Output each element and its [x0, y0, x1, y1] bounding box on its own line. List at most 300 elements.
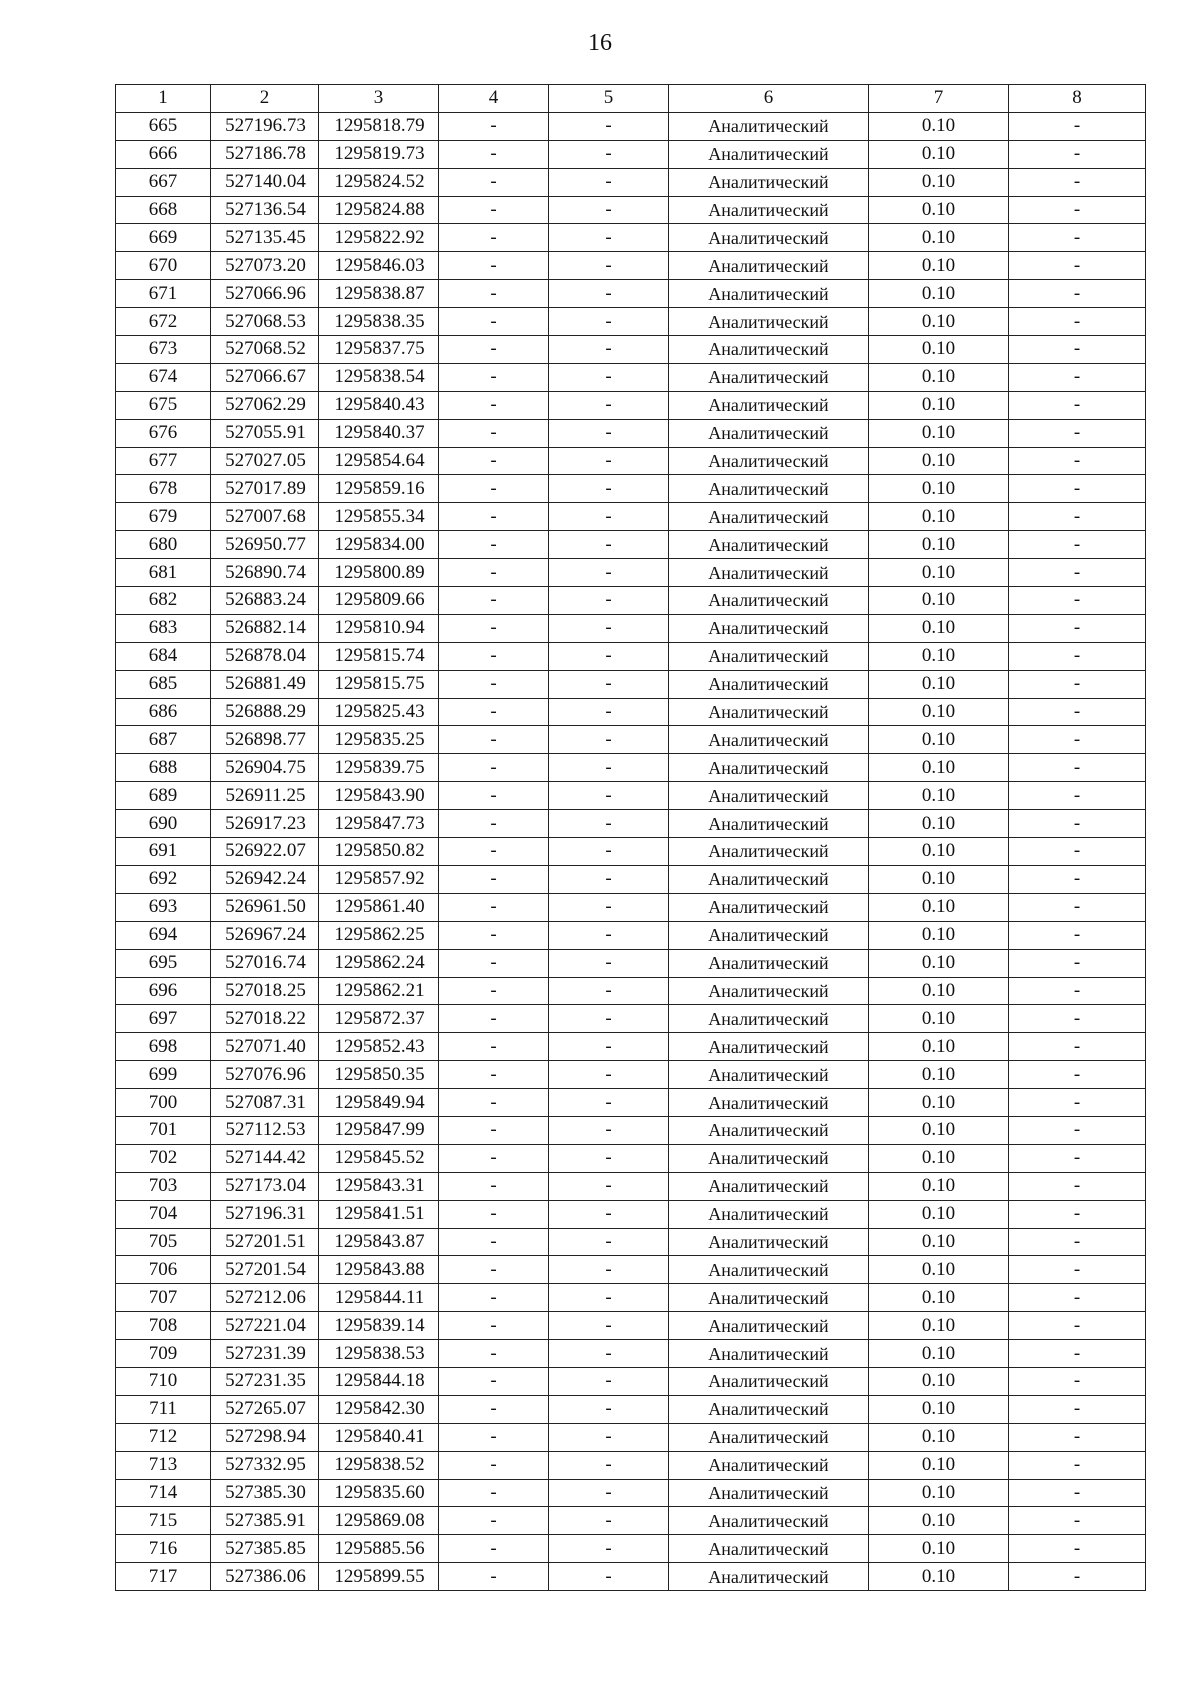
- accuracy-cell: 0.10: [869, 112, 1009, 140]
- x-coordinate-cell: 527112.53: [211, 1116, 319, 1144]
- point-number-cell: 699: [116, 1061, 211, 1089]
- y-coordinate-cell: 1295809.66: [319, 587, 439, 615]
- method-cell: Аналитический: [669, 1507, 869, 1535]
- y-coordinate-cell: 1295859.16: [319, 475, 439, 503]
- column-4-cell: -: [439, 1367, 549, 1395]
- table-row: [116, 1116, 1146, 1144]
- column-4-cell: -: [439, 1312, 549, 1340]
- column-header: 6: [669, 85, 869, 113]
- x-coordinate-cell: 526882.14: [211, 614, 319, 642]
- y-coordinate-cell: 1295840.41: [319, 1423, 439, 1451]
- x-coordinate-cell: 527018.22: [211, 1005, 319, 1033]
- method-cell: Аналитический: [669, 1005, 869, 1033]
- method-cell: Аналитический: [669, 196, 869, 224]
- point-number-cell: 715: [116, 1507, 211, 1535]
- method-cell: Аналитический: [669, 280, 869, 308]
- y-coordinate-cell: 1295861.40: [319, 893, 439, 921]
- y-coordinate-cell: 1295835.25: [319, 726, 439, 754]
- method-cell: Аналитический: [669, 1535, 869, 1563]
- method-cell: Аналитический: [669, 838, 869, 866]
- table-row: [116, 363, 1146, 391]
- accuracy-cell: 0.10: [869, 140, 1009, 168]
- column-4-cell: -: [439, 1200, 549, 1228]
- x-coordinate-cell: 527055.91: [211, 419, 319, 447]
- x-coordinate-cell: 527066.96: [211, 280, 319, 308]
- point-number-cell: 713: [116, 1451, 211, 1479]
- accuracy-cell: 0.10: [869, 1340, 1009, 1368]
- column-5-cell: -: [549, 1507, 669, 1535]
- column-8-cell: -: [1009, 503, 1146, 531]
- method-cell: Аналитический: [669, 614, 869, 642]
- accuracy-cell: 0.10: [869, 838, 1009, 866]
- method-cell: Аналитический: [669, 642, 869, 670]
- table-row: [116, 1535, 1146, 1563]
- column-4-cell: -: [439, 168, 549, 196]
- y-coordinate-cell: 1295842.30: [319, 1395, 439, 1423]
- point-number-cell: 710: [116, 1367, 211, 1395]
- column-header: 5: [549, 85, 669, 113]
- accuracy-cell: 0.10: [869, 893, 1009, 921]
- column-4-cell: -: [439, 1228, 549, 1256]
- method-cell: Аналитический: [669, 252, 869, 280]
- table-row: [116, 1172, 1146, 1200]
- x-coordinate-cell: 527071.40: [211, 1033, 319, 1061]
- accuracy-cell: 0.10: [869, 252, 1009, 280]
- x-coordinate-cell: 526888.29: [211, 698, 319, 726]
- y-coordinate-cell: 1295838.35: [319, 308, 439, 336]
- method-cell: Аналитический: [669, 1312, 869, 1340]
- point-number-cell: 678: [116, 475, 211, 503]
- column-4-cell: -: [439, 112, 549, 140]
- column-8-cell: -: [1009, 726, 1146, 754]
- column-8-cell: -: [1009, 559, 1146, 587]
- column-4-cell: -: [439, 670, 549, 698]
- x-coordinate-cell: 527196.73: [211, 112, 319, 140]
- accuracy-cell: 0.10: [869, 308, 1009, 336]
- table-row: [116, 252, 1146, 280]
- method-cell: Аналитический: [669, 1228, 869, 1256]
- column-5-cell: -: [549, 1256, 669, 1284]
- point-number-cell: 668: [116, 196, 211, 224]
- method-cell: Аналитический: [669, 810, 869, 838]
- method-cell: Аналитический: [669, 308, 869, 336]
- column-4-cell: -: [439, 838, 549, 866]
- accuracy-cell: 0.10: [869, 1144, 1009, 1172]
- accuracy-cell: 0.10: [869, 726, 1009, 754]
- column-5-cell: -: [549, 447, 669, 475]
- column-5-cell: -: [549, 419, 669, 447]
- point-number-cell: 695: [116, 949, 211, 977]
- method-cell: Аналитический: [669, 475, 869, 503]
- method-cell: Аналитический: [669, 503, 869, 531]
- table-row: [116, 475, 1146, 503]
- y-coordinate-cell: 1295854.64: [319, 447, 439, 475]
- column-4-cell: -: [439, 1116, 549, 1144]
- column-5-cell: -: [549, 280, 669, 308]
- method-cell: Аналитический: [669, 1479, 869, 1507]
- accuracy-cell: 0.10: [869, 1451, 1009, 1479]
- y-coordinate-cell: 1295824.88: [319, 196, 439, 224]
- accuracy-cell: 0.10: [869, 1256, 1009, 1284]
- method-cell: Аналитический: [669, 447, 869, 475]
- y-coordinate-cell: 1295885.56: [319, 1535, 439, 1563]
- column-8-cell: -: [1009, 698, 1146, 726]
- accuracy-cell: 0.10: [869, 336, 1009, 364]
- x-coordinate-cell: 527231.39: [211, 1340, 319, 1368]
- column-8-cell: -: [1009, 670, 1146, 698]
- column-8-cell: -: [1009, 308, 1146, 336]
- point-number-cell: 711: [116, 1395, 211, 1423]
- x-coordinate-cell: 527068.53: [211, 308, 319, 336]
- method-cell: Аналитический: [669, 1451, 869, 1479]
- column-8-cell: -: [1009, 614, 1146, 642]
- accuracy-cell: 0.10: [869, 1507, 1009, 1535]
- y-coordinate-cell: 1295838.53: [319, 1340, 439, 1368]
- column-5-cell: -: [549, 838, 669, 866]
- table-row: [116, 336, 1146, 364]
- column-8-cell: -: [1009, 1089, 1146, 1117]
- column-4-cell: -: [439, 419, 549, 447]
- x-coordinate-cell: 527201.54: [211, 1256, 319, 1284]
- x-coordinate-cell: 527135.45: [211, 224, 319, 252]
- column-8-cell: -: [1009, 1535, 1146, 1563]
- y-coordinate-cell: 1295838.52: [319, 1451, 439, 1479]
- method-cell: Аналитический: [669, 336, 869, 364]
- y-coordinate-cell: 1295843.88: [319, 1256, 439, 1284]
- point-number-cell: 675: [116, 391, 211, 419]
- accuracy-cell: 0.10: [869, 614, 1009, 642]
- accuracy-cell: 0.10: [869, 642, 1009, 670]
- accuracy-cell: 0.10: [869, 587, 1009, 615]
- table-row: [116, 782, 1146, 810]
- column-8-cell: -: [1009, 1005, 1146, 1033]
- accuracy-cell: 0.10: [869, 1200, 1009, 1228]
- y-coordinate-cell: 1295844.18: [319, 1367, 439, 1395]
- table-row: [116, 1340, 1146, 1368]
- column-8-cell: -: [1009, 1256, 1146, 1284]
- column-8-cell: -: [1009, 893, 1146, 921]
- column-8-cell: -: [1009, 977, 1146, 1005]
- column-5-cell: -: [549, 614, 669, 642]
- y-coordinate-cell: 1295815.74: [319, 642, 439, 670]
- column-5-cell: -: [549, 475, 669, 503]
- column-4-cell: -: [439, 363, 549, 391]
- accuracy-cell: 0.10: [869, 921, 1009, 949]
- column-8-cell: -: [1009, 1284, 1146, 1312]
- column-4-cell: -: [439, 1033, 549, 1061]
- point-number-cell: 691: [116, 838, 211, 866]
- table-row: [116, 1228, 1146, 1256]
- point-number-cell: 677: [116, 447, 211, 475]
- x-coordinate-cell: 527186.78: [211, 140, 319, 168]
- y-coordinate-cell: 1295834.00: [319, 531, 439, 559]
- y-coordinate-cell: 1295838.54: [319, 363, 439, 391]
- point-number-cell: 686: [116, 698, 211, 726]
- x-coordinate-cell: 527385.30: [211, 1479, 319, 1507]
- table-row: [116, 949, 1146, 977]
- x-coordinate-cell: 527007.68: [211, 503, 319, 531]
- column-8-cell: -: [1009, 1423, 1146, 1451]
- column-8-cell: -: [1009, 1451, 1146, 1479]
- column-8-cell: -: [1009, 1395, 1146, 1423]
- method-cell: Аналитический: [669, 1089, 869, 1117]
- column-header: 3: [319, 85, 439, 113]
- y-coordinate-cell: 1295846.03: [319, 252, 439, 280]
- accuracy-cell: 0.10: [869, 1535, 1009, 1563]
- column-5-cell: -: [549, 1563, 669, 1591]
- column-5-cell: -: [549, 308, 669, 336]
- column-5-cell: -: [549, 336, 669, 364]
- table-row: [116, 140, 1146, 168]
- column-8-cell: -: [1009, 224, 1146, 252]
- accuracy-cell: 0.10: [869, 865, 1009, 893]
- column-5-cell: -: [549, 1451, 669, 1479]
- point-number-cell: 698: [116, 1033, 211, 1061]
- column-5-cell: -: [549, 531, 669, 559]
- column-8-cell: -: [1009, 865, 1146, 893]
- point-number-cell: 665: [116, 112, 211, 140]
- x-coordinate-cell: 527221.04: [211, 1312, 319, 1340]
- column-4-cell: -: [439, 949, 549, 977]
- method-cell: Аналитический: [669, 1256, 869, 1284]
- table-row: [116, 642, 1146, 670]
- point-number-cell: 670: [116, 252, 211, 280]
- column-5-cell: -: [549, 363, 669, 391]
- x-coordinate-cell: 527016.74: [211, 949, 319, 977]
- column-4-cell: -: [439, 1089, 549, 1117]
- point-number-cell: 682: [116, 587, 211, 615]
- method-cell: Аналитический: [669, 168, 869, 196]
- column-5-cell: -: [549, 1200, 669, 1228]
- accuracy-cell: 0.10: [869, 1563, 1009, 1591]
- column-8-cell: -: [1009, 1563, 1146, 1591]
- table-row: [116, 1451, 1146, 1479]
- x-coordinate-cell: 526904.75: [211, 754, 319, 782]
- column-8-cell: -: [1009, 921, 1146, 949]
- column-5-cell: -: [549, 865, 669, 893]
- column-header: 1: [116, 85, 211, 113]
- column-5-cell: -: [549, 224, 669, 252]
- y-coordinate-cell: 1295857.92: [319, 865, 439, 893]
- accuracy-cell: 0.10: [869, 391, 1009, 419]
- accuracy-cell: 0.10: [869, 1423, 1009, 1451]
- column-header: 4: [439, 85, 549, 113]
- column-8-cell: -: [1009, 754, 1146, 782]
- x-coordinate-cell: 527231.35: [211, 1367, 319, 1395]
- column-8-cell: -: [1009, 252, 1146, 280]
- column-4-cell: -: [439, 1172, 549, 1200]
- table-row: [116, 559, 1146, 587]
- column-8-cell: -: [1009, 838, 1146, 866]
- point-number-cell: 687: [116, 726, 211, 754]
- table-row: [116, 1005, 1146, 1033]
- accuracy-cell: 0.10: [869, 1089, 1009, 1117]
- column-8-cell: -: [1009, 1479, 1146, 1507]
- column-4-cell: -: [439, 503, 549, 531]
- x-coordinate-cell: 526922.07: [211, 838, 319, 866]
- method-cell: Аналитический: [669, 224, 869, 252]
- column-4-cell: -: [439, 698, 549, 726]
- column-4-cell: -: [439, 754, 549, 782]
- x-coordinate-cell: 526898.77: [211, 726, 319, 754]
- column-4-cell: -: [439, 559, 549, 587]
- accuracy-cell: 0.10: [869, 475, 1009, 503]
- table-row: [116, 280, 1146, 308]
- x-coordinate-cell: 526942.24: [211, 865, 319, 893]
- table-row: [116, 1312, 1146, 1340]
- column-5-cell: -: [549, 642, 669, 670]
- table-row: [116, 1200, 1146, 1228]
- table-row: [116, 447, 1146, 475]
- table-row: [116, 754, 1146, 782]
- table-row: [116, 1256, 1146, 1284]
- column-4-cell: -: [439, 280, 549, 308]
- point-number-cell: 681: [116, 559, 211, 587]
- x-coordinate-cell: 526883.24: [211, 587, 319, 615]
- table-row: [116, 614, 1146, 642]
- column-4-cell: -: [439, 252, 549, 280]
- y-coordinate-cell: 1295819.73: [319, 140, 439, 168]
- column-5-cell: -: [549, 503, 669, 531]
- column-header: 8: [1009, 85, 1146, 113]
- column-5-cell: -: [549, 112, 669, 140]
- column-5-cell: -: [549, 1367, 669, 1395]
- column-8-cell: -: [1009, 531, 1146, 559]
- x-coordinate-cell: 527144.42: [211, 1144, 319, 1172]
- column-4-cell: -: [439, 1451, 549, 1479]
- y-coordinate-cell: 1295840.37: [319, 419, 439, 447]
- column-5-cell: -: [549, 1395, 669, 1423]
- table-row: [116, 196, 1146, 224]
- column-5-cell: -: [549, 1005, 669, 1033]
- table-row: [116, 112, 1146, 140]
- method-cell: Аналитический: [669, 140, 869, 168]
- x-coordinate-cell: 527027.05: [211, 447, 319, 475]
- point-number-cell: 679: [116, 503, 211, 531]
- column-8-cell: -: [1009, 1507, 1146, 1535]
- y-coordinate-cell: 1295862.24: [319, 949, 439, 977]
- accuracy-cell: 0.10: [869, 168, 1009, 196]
- method-cell: Аналитический: [669, 782, 869, 810]
- method-cell: Аналитический: [669, 363, 869, 391]
- column-4-cell: -: [439, 1005, 549, 1033]
- accuracy-cell: 0.10: [869, 1172, 1009, 1200]
- x-coordinate-cell: 527136.54: [211, 196, 319, 224]
- column-4-cell: -: [439, 726, 549, 754]
- column-8-cell: -: [1009, 782, 1146, 810]
- y-coordinate-cell: 1295800.89: [319, 559, 439, 587]
- table-row: [116, 531, 1146, 559]
- accuracy-cell: 0.10: [869, 1116, 1009, 1144]
- method-cell: Аналитический: [669, 391, 869, 419]
- column-4-cell: -: [439, 1479, 549, 1507]
- table-row: [116, 587, 1146, 615]
- accuracy-cell: 0.10: [869, 1479, 1009, 1507]
- column-4-cell: -: [439, 1535, 549, 1563]
- x-coordinate-cell: 527298.94: [211, 1423, 319, 1451]
- x-coordinate-cell: 527073.20: [211, 252, 319, 280]
- point-number-cell: 674: [116, 363, 211, 391]
- table-row: [116, 810, 1146, 838]
- column-8-cell: -: [1009, 168, 1146, 196]
- y-coordinate-cell: 1295872.37: [319, 1005, 439, 1033]
- x-coordinate-cell: 526878.04: [211, 642, 319, 670]
- column-8-cell: -: [1009, 1200, 1146, 1228]
- column-5-cell: -: [549, 977, 669, 1005]
- table-row: [116, 1061, 1146, 1089]
- method-cell: Аналитический: [669, 587, 869, 615]
- table-row: [116, 224, 1146, 252]
- y-coordinate-cell: 1295850.35: [319, 1061, 439, 1089]
- table-row: [116, 698, 1146, 726]
- method-cell: Аналитический: [669, 670, 869, 698]
- point-number-cell: 694: [116, 921, 211, 949]
- column-8-cell: -: [1009, 336, 1146, 364]
- accuracy-cell: 0.10: [869, 670, 1009, 698]
- table-row: [116, 1033, 1146, 1061]
- column-4-cell: -: [439, 196, 549, 224]
- point-number-cell: 700: [116, 1089, 211, 1117]
- accuracy-cell: 0.10: [869, 1033, 1009, 1061]
- y-coordinate-cell: 1295869.08: [319, 1507, 439, 1535]
- x-coordinate-cell: 527076.96: [211, 1061, 319, 1089]
- column-5-cell: -: [549, 1172, 669, 1200]
- column-8-cell: -: [1009, 642, 1146, 670]
- accuracy-cell: 0.10: [869, 280, 1009, 308]
- y-coordinate-cell: 1295841.51: [319, 1200, 439, 1228]
- y-coordinate-cell: 1295862.21: [319, 977, 439, 1005]
- x-coordinate-cell: 527068.52: [211, 336, 319, 364]
- method-cell: Аналитический: [669, 112, 869, 140]
- point-number-cell: 684: [116, 642, 211, 670]
- column-8-cell: -: [1009, 419, 1146, 447]
- y-coordinate-cell: 1295845.52: [319, 1144, 439, 1172]
- x-coordinate-cell: 527386.06: [211, 1563, 319, 1591]
- table-row: [116, 977, 1146, 1005]
- point-number-cell: 717: [116, 1563, 211, 1591]
- y-coordinate-cell: 1295825.43: [319, 698, 439, 726]
- coordinates-table: [115, 84, 1146, 1591]
- method-cell: Аналитический: [669, 1061, 869, 1089]
- column-4-cell: -: [439, 1507, 549, 1535]
- column-4-cell: -: [439, 921, 549, 949]
- point-number-cell: 707: [116, 1284, 211, 1312]
- column-8-cell: -: [1009, 1061, 1146, 1089]
- column-4-cell: -: [439, 1284, 549, 1312]
- y-coordinate-cell: 1295839.75: [319, 754, 439, 782]
- method-cell: Аналитический: [669, 1033, 869, 1061]
- y-coordinate-cell: 1295899.55: [319, 1563, 439, 1591]
- y-coordinate-cell: 1295849.94: [319, 1089, 439, 1117]
- y-coordinate-cell: 1295837.75: [319, 336, 439, 364]
- point-number-cell: 709: [116, 1340, 211, 1368]
- column-8-cell: -: [1009, 1312, 1146, 1340]
- method-cell: Аналитический: [669, 559, 869, 587]
- x-coordinate-cell: 526881.49: [211, 670, 319, 698]
- method-cell: Аналитический: [669, 1367, 869, 1395]
- method-cell: Аналитический: [669, 754, 869, 782]
- column-header: 2: [211, 85, 319, 113]
- y-coordinate-cell: 1295850.82: [319, 838, 439, 866]
- column-4-cell: -: [439, 336, 549, 364]
- method-cell: Аналитический: [669, 1423, 869, 1451]
- column-4-cell: -: [439, 475, 549, 503]
- accuracy-cell: 0.10: [869, 447, 1009, 475]
- column-4-cell: -: [439, 531, 549, 559]
- column-4-cell: -: [439, 642, 549, 670]
- table-row: [116, 503, 1146, 531]
- column-5-cell: -: [549, 1116, 669, 1144]
